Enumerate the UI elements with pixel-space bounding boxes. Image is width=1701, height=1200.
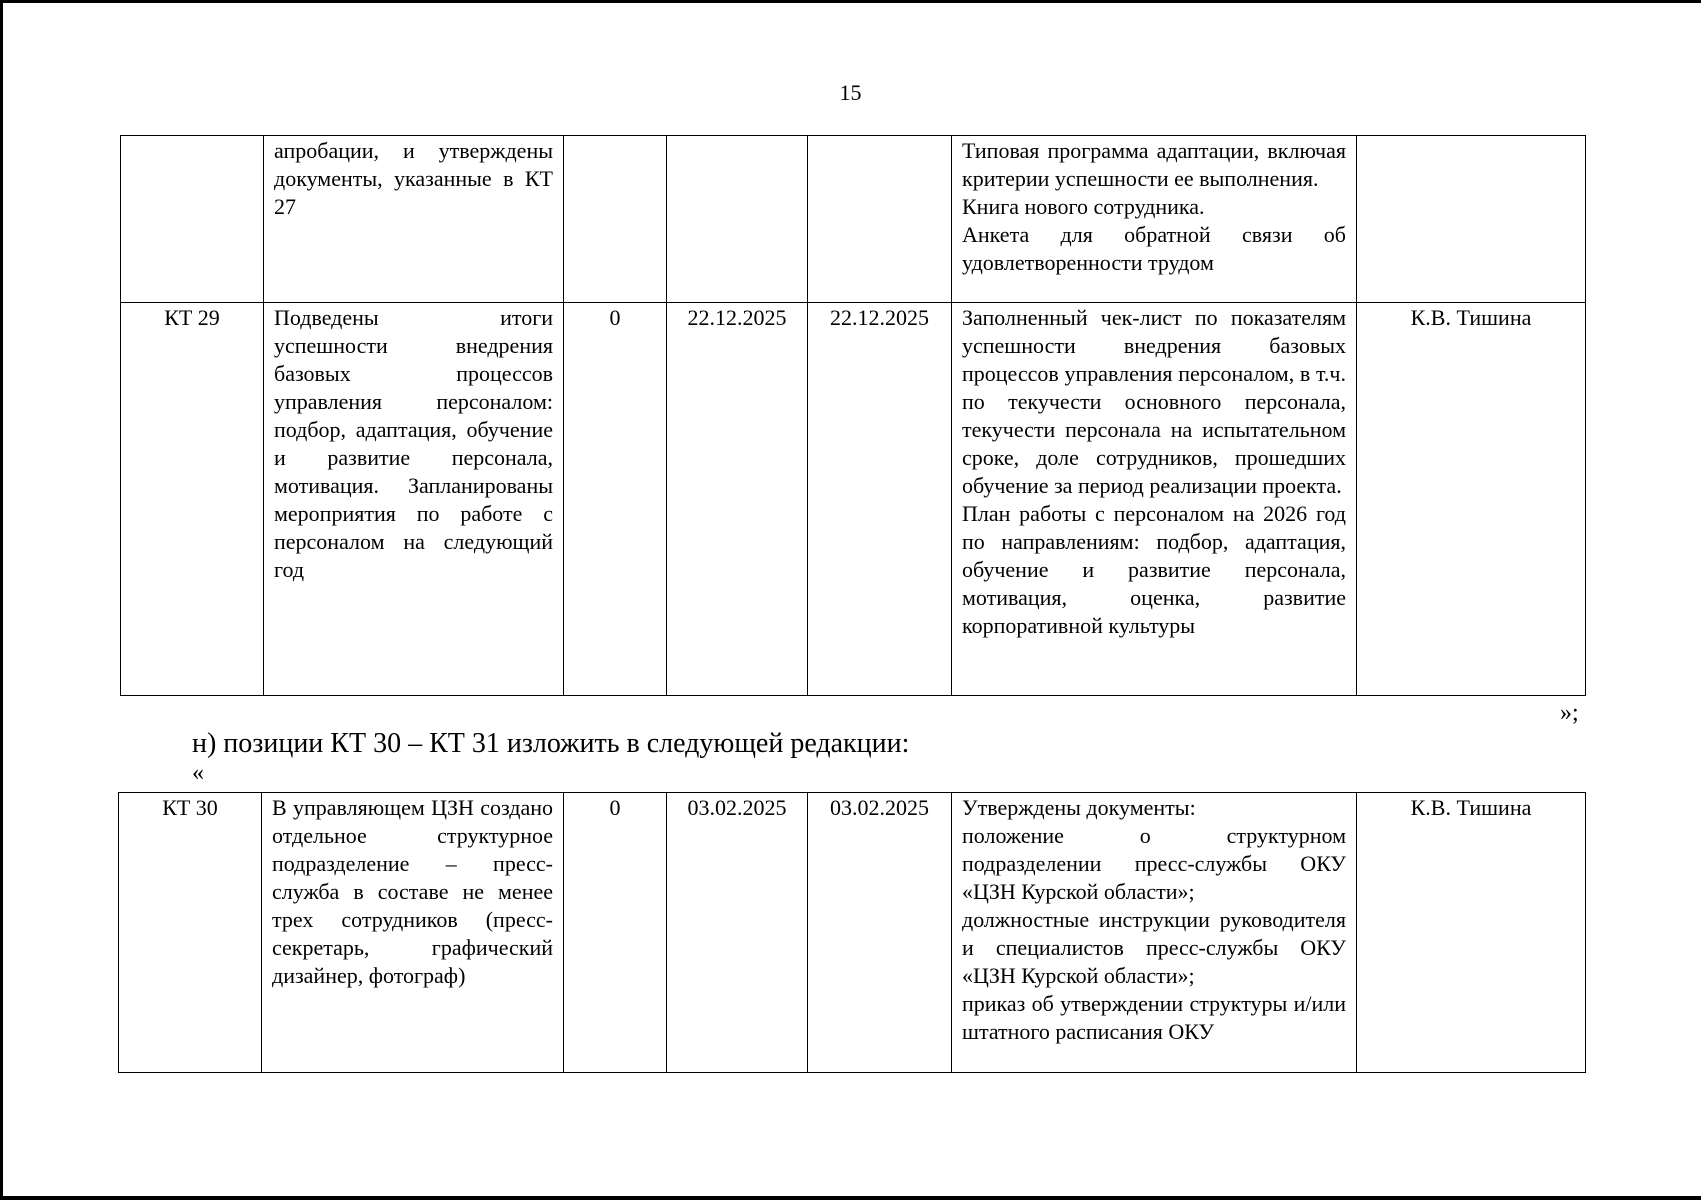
event-text: апробации, и утверждены документы, указанные в КТ 27 bbox=[274, 138, 553, 219]
start-date: 22.12.2025 bbox=[667, 303, 808, 696]
event-description bbox=[262, 793, 564, 1073]
result-paragraph: должностные инструкции руководителя и специалистов пресс-службы ОКУ «ЦЗН Курской области»; bbox=[962, 907, 1346, 988]
page-number: 15 bbox=[839, 80, 862, 105]
control-points-table-continued bbox=[120, 135, 1586, 696]
table-row bbox=[119, 793, 1586, 1073]
event-text: В управляющем ЦЗН создано отдельное структурное подразделение – пресс-служба в составе не менее трех сотрудников (пресс-секретарь, графический дизайнер, фотограф) bbox=[272, 795, 553, 988]
table-row bbox=[121, 136, 1586, 303]
page-frame-top bbox=[0, 0, 1701, 3]
page-frame-left bbox=[0, 0, 3, 1200]
responsible-person: К.В. Тишина bbox=[1357, 793, 1586, 1073]
result-paragraph: Утверждены документы: bbox=[962, 795, 1196, 820]
value-cell: 0 bbox=[564, 793, 667, 1073]
control-point-code: КТ 30 bbox=[119, 793, 262, 1073]
end-date: 22.12.2025 bbox=[808, 303, 952, 696]
result-paragraph: приказ об утверждении структуры и/или штатного расписания ОКУ bbox=[962, 991, 1346, 1044]
responsible-person: К.В. Тишина bbox=[1357, 303, 1586, 696]
result-paragraph: Анкета для обратной связи об удовлетворенности трудом bbox=[962, 222, 1346, 275]
start-date bbox=[667, 136, 808, 303]
value-cell bbox=[564, 136, 667, 303]
control-point-code bbox=[121, 136, 264, 303]
result-documents bbox=[952, 136, 1357, 303]
result-paragraph: положение о структурном подразделении пресс-службы ОКУ «ЦЗН Курской области»; bbox=[962, 823, 1346, 904]
closing-quote: »; bbox=[1560, 700, 1579, 726]
result-paragraph: Заполненный чек-лист по показателям успешности внедрения базовых процессов управления персоналом, в т.ч. по текучести основного персонала, текучести персонала на испытательном сроке, доле сотрудников, прошедших обучение за период реализации проекта. bbox=[962, 305, 1346, 498]
result-paragraph: Типовая программа адаптации, включая критерии успешности ее выполнения. bbox=[962, 138, 1346, 191]
value-cell: 0 bbox=[564, 303, 667, 696]
opening-quote: « bbox=[192, 760, 204, 786]
result-documents bbox=[952, 793, 1357, 1073]
result-documents bbox=[952, 303, 1357, 696]
event-description bbox=[264, 136, 564, 303]
result-paragraph: Книга нового сотрудника. bbox=[962, 194, 1205, 219]
responsible-person bbox=[1357, 136, 1586, 303]
page-frame-bottom bbox=[0, 1196, 1701, 1200]
control-point-code: КТ 29 bbox=[121, 303, 264, 696]
table-row bbox=[121, 303, 1586, 696]
amendment-instruction: н) позиции КТ 30 – КТ 31 изложить в следующей редакции: bbox=[192, 728, 910, 759]
event-text: Подведены итоги успешности внедрения базовых процессов управления персоналом: подбор, адаптация, обучение и развитие персонала, мотивация. Запланированы мероприятия по работе с персоналом на следующий год bbox=[274, 305, 553, 582]
end-date: 03.02.2025 bbox=[808, 793, 952, 1073]
end-date bbox=[808, 136, 952, 303]
event-description bbox=[264, 303, 564, 696]
control-points-table-new bbox=[118, 792, 1586, 1073]
result-paragraph: План работы с персоналом на 2026 год по направлениям: подбор, адаптация, обучение и развитие персонала, мотивация, оценка, развитие корпоративной культуры bbox=[962, 501, 1346, 638]
start-date: 03.02.2025 bbox=[667, 793, 808, 1073]
